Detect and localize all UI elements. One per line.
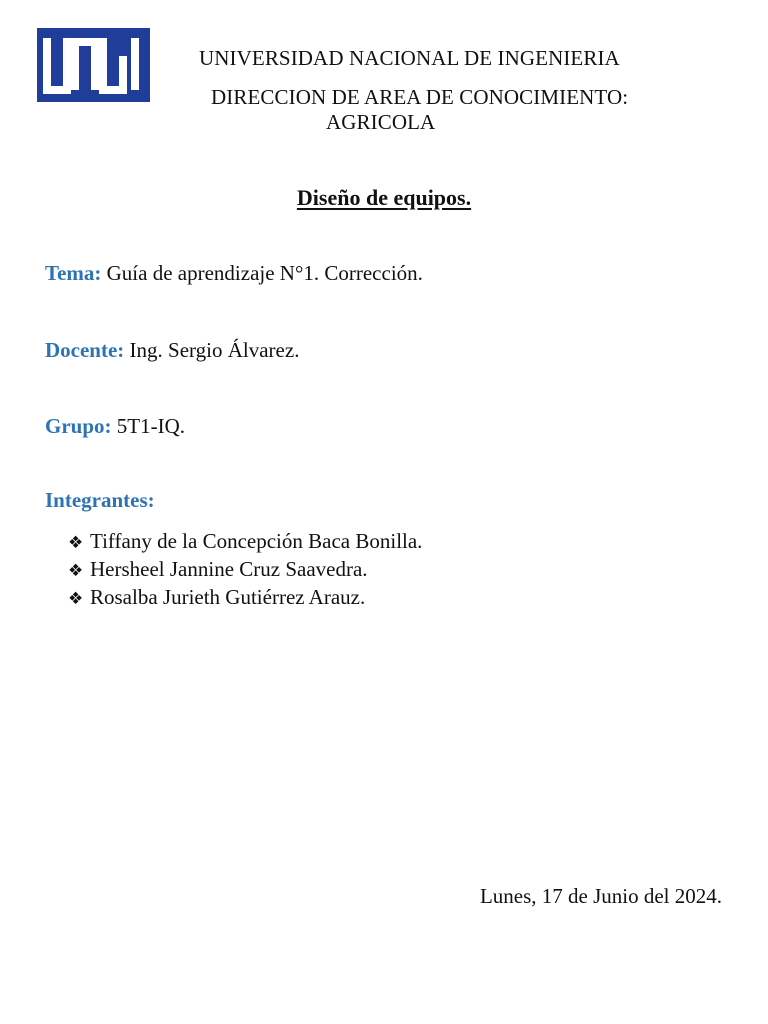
list-item — [68, 556, 422, 584]
docente-value: Ing. Sergio Álvarez. — [129, 338, 300, 362]
area-name: AGRICOLA — [326, 110, 436, 134]
integrantes-label: Integrantes: — [45, 488, 155, 512]
member-name: Hersheel Jannine Cruz Saavedra. — [90, 557, 368, 581]
tema-label: Tema: — [45, 261, 102, 285]
grupo-value: 5T1-IQ. — [116, 414, 185, 438]
direction-name: DIRECCION DE AREA DE CONOCIMIENTO: — [211, 85, 629, 109]
uni-logo-icon — [37, 28, 150, 102]
list-item — [68, 528, 422, 556]
grupo-field — [45, 414, 185, 439]
docente-label: Docente: — [45, 338, 125, 362]
diamond-bullet-icon: ❖ — [68, 589, 84, 609]
document-title: Diseño de equipos. — [296, 185, 472, 210]
tema-field — [45, 261, 423, 286]
grupo-label: Grupo: — [45, 414, 112, 438]
member-name: Rosalba Jurieth Gutiérrez Arauz. — [90, 585, 366, 609]
university-name: UNIVERSIDAD NACIONAL DE INGENIERIA — [199, 46, 620, 70]
tema-value: Guía de aprendizaje N°1. Corrección. — [106, 261, 423, 285]
list-item — [68, 584, 422, 612]
document-date: Lunes, 17 de Junio del 2024. — [479, 884, 722, 908]
diamond-bullet-icon: ❖ — [68, 533, 84, 553]
member-name: Tiffany de la Concepción Baca Bonilla. — [90, 529, 423, 553]
integrantes-field — [45, 488, 155, 513]
docente-field — [45, 338, 299, 363]
members-list — [68, 528, 422, 612]
diamond-bullet-icon: ❖ — [68, 561, 84, 581]
